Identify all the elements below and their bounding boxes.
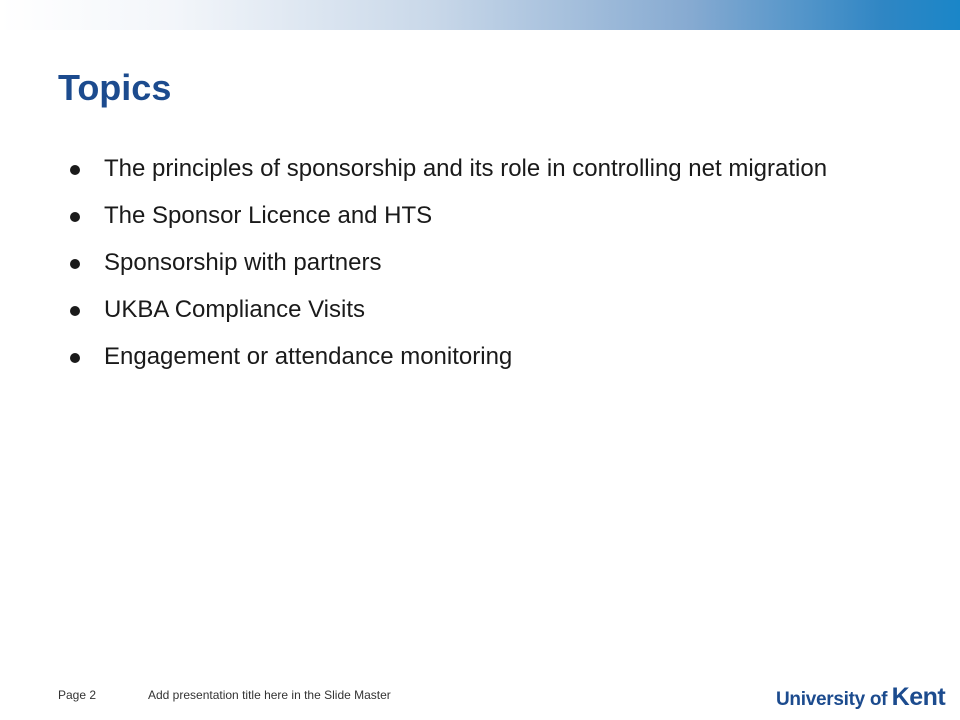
bullet-text: Sponsorship with partners — [104, 249, 382, 276]
bullet-dot-icon — [70, 306, 80, 316]
footer-presentation-title: Add presentation title here in the Slide Master — [148, 688, 391, 702]
list-item — [66, 152, 886, 186]
slide-title: Topics — [58, 67, 172, 108]
bullet-text: UKBA Compliance Visits — [104, 296, 365, 323]
header-gradient-band — [0, 0, 960, 30]
logo-name: Kent — [891, 683, 946, 711]
page-number: Page 2 — [58, 688, 97, 702]
logo-prefix: University of — [776, 689, 888, 710]
bullet-text: The principles of sponsorship and its role in controlling net migration — [104, 155, 828, 182]
bullet-dot-icon — [70, 212, 80, 222]
list-item — [66, 340, 886, 374]
list-item — [66, 199, 886, 233]
university-logo — [776, 683, 945, 709]
bullet-text: Engagement or attendance monitoring — [104, 343, 513, 370]
bullet-text: The Sponsor Licence and HTS — [104, 202, 433, 229]
bullet-dot-icon — [70, 259, 80, 269]
bullet-dot-icon — [70, 165, 80, 175]
list-item — [66, 246, 886, 280]
bullet-dot-icon — [70, 353, 80, 363]
list-item — [66, 293, 886, 327]
bullet-list — [66, 152, 886, 387]
